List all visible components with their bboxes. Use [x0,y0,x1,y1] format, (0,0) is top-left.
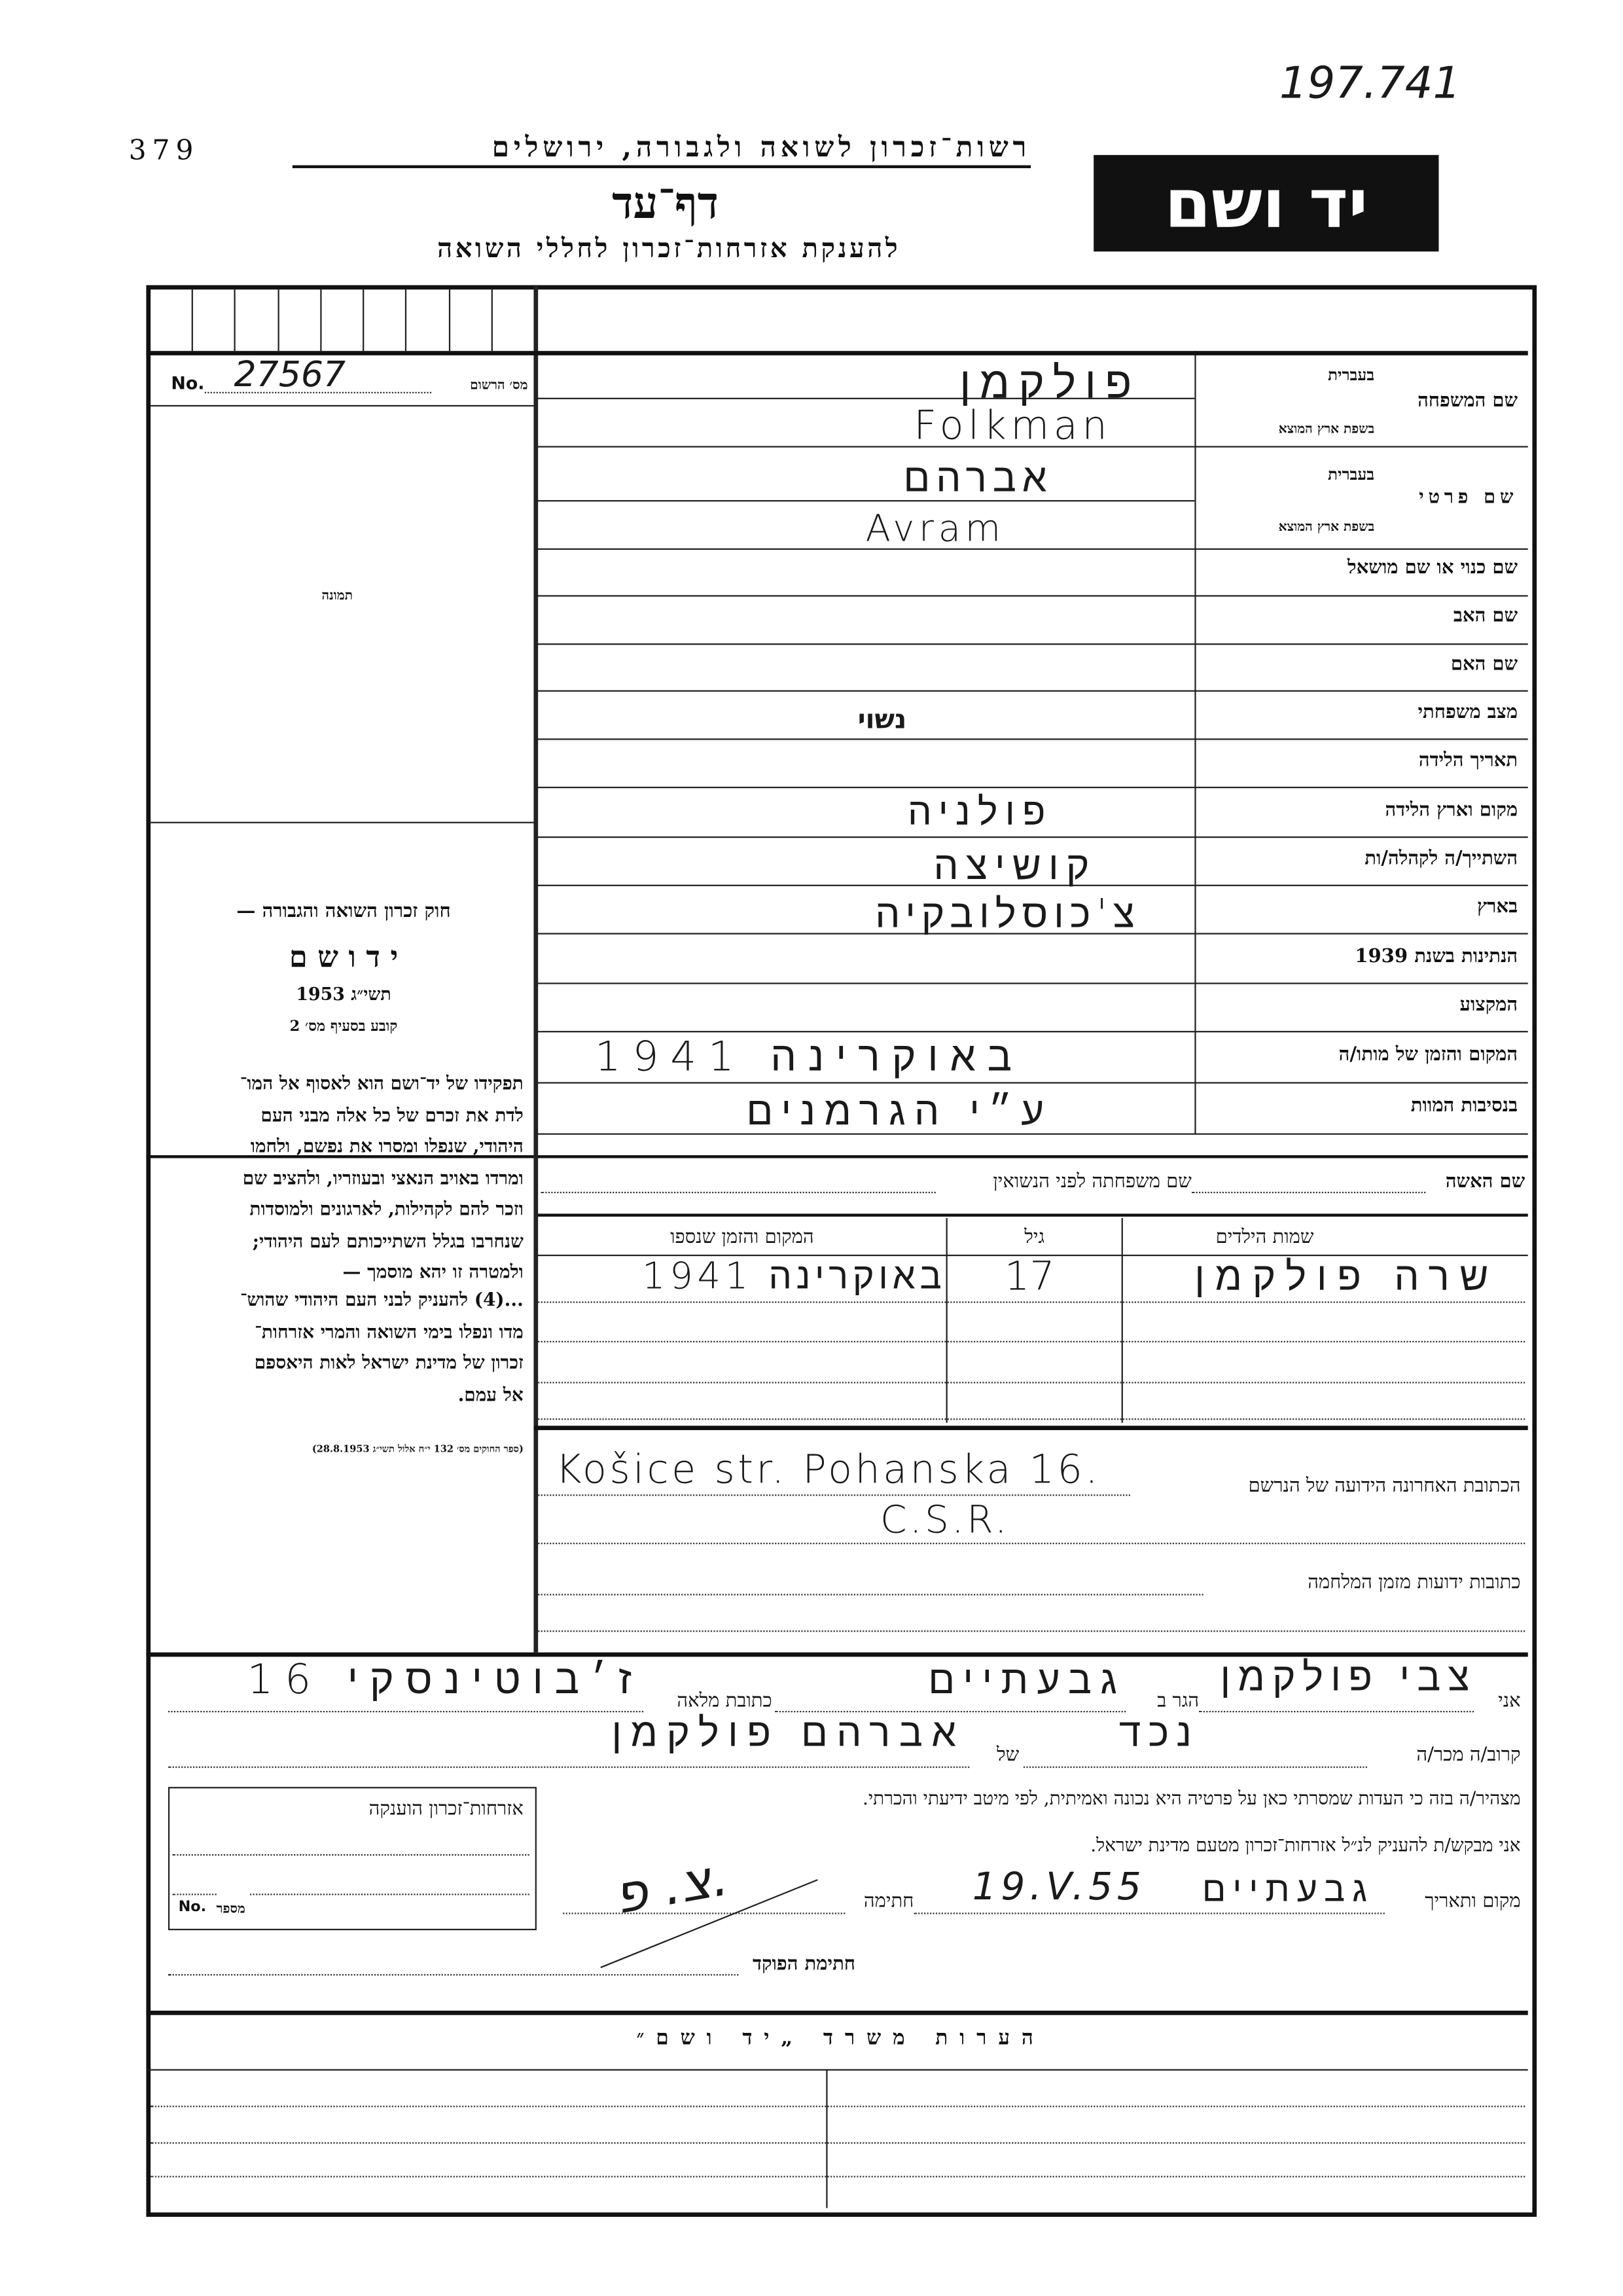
form-title: דף־עד [612,178,719,230]
relation-value: נכד [1118,1711,1200,1757]
of-value: אברהם פולקמן [611,1711,965,1757]
law-line: לדת את זכרם של כל אלה מבני העם [260,1103,524,1126]
declaration-statement: מצהיר/ה בזה כי העדות שמסרתי כאן על פרטיה היא נכונה ואמיתית, לפי מיטב ידיעתי והכרתי. [862,1787,1521,1809]
death-circumstances-label: בנסיבות המוות [1410,1095,1518,1117]
registration-label: מס׳ הרשום [470,378,528,393]
divider [151,405,533,406]
handwritten-file-number: 197.741 [1279,58,1461,110]
officer-signature-label: חתימת הפוקד [752,1953,856,1976]
country-value: צ'כוסלובקיה [875,891,1141,938]
death-place-time-value: באוקרינה 1941 [594,1032,1024,1081]
divider [146,351,1527,355]
law-paragraph-2 [158,1284,524,1410]
firstname-label: שם פרטי [1419,486,1518,509]
remarks-line [151,2106,1525,2107]
last-address-label: הכתובת האחרונה הידועה של הנרשם [1248,1475,1521,1498]
divider [151,822,533,823]
birthplace-value: פולניה [907,791,1053,835]
child-age: 17 [1004,1254,1055,1300]
marital-status-label: מצב משפחתי [1418,702,1518,724]
resides-label: הגר ב [1157,1690,1200,1713]
father-label: שם האב [1453,605,1518,628]
children-age-header: גיל [1024,1227,1045,1249]
country-label: בארץ [1477,896,1518,919]
law-line: זכרון של מדינת ישראל לאות היאספם [254,1351,524,1373]
granted-title: אזרחות־זכרון הוענקה [368,1799,524,1821]
relative-label: קרוב/ה מכר/ה [1416,1744,1521,1767]
surname-label: שם המשפחה [1418,390,1518,413]
community-label: השתייך/ה לקהלה/ות [1364,848,1518,870]
wartime-address-label: כתובות ידועות מזמן המלחמה [1308,1571,1521,1594]
law-line: וזכר להם לקהילות, לארגונים ולמוסדות [249,1197,524,1220]
citizenship-request: אני מבקש/ת להעניק לנ״ל אזרחות־זכרון מטעם מדינת ישראל. [1090,1833,1521,1856]
death-place-time-label: המקום והזמן של מותו/ה [1338,1044,1518,1066]
full-address-label: כתובת מלאה [677,1690,772,1713]
firstname-local-value: Avram [865,507,1005,550]
law-line: אל עמם. [457,1382,524,1405]
profession-label: המקצוע [1459,994,1518,1016]
children-table-row [533,1255,1527,1301]
surname-hebrew-value: פולקמן [959,358,1141,410]
place-date-label: מקום ותאריך [1425,1890,1521,1913]
last-address-line-1: Košice str. Pohanska 16. [555,1447,1101,1494]
alias-label: שם כנוי או שם מושאל [1347,557,1518,579]
community-value: קושיצה [933,844,1097,889]
last-address-line-2: C.S.R. [880,1499,1010,1543]
child-place-time: באוקרינה 1941 [642,1254,946,1297]
law-name: י ד ו ש ם [289,939,399,974]
law-section: קובע בסעיף מס׳ 2 [289,1019,398,1035]
declarant-signature: צ. פ. [609,1847,733,1927]
law-line: ומרדו באויב הנאצי ובעוזריו, ולהציב שם [242,1166,524,1189]
law-footnote: (ספר החוקים מס׳ 132 י״ח אלול תשי״ג 28.8.1953) [312,1443,524,1456]
birth-date-label: תאריך הלידה [1418,750,1518,772]
declarant-name: צבי פולקמן [1220,1655,1477,1701]
form-subtitle: להענקת אזרחות־זכרון לחללי השואה [437,234,901,265]
remarks-title: הערות משרד „יד ושם״ [636,2026,1045,2051]
citizenship-label: הנתינות בשנת 1939 [1355,946,1518,969]
page-number: 379 [128,134,200,167]
wife-maiden-name-label: שם משפחתה לפני הנשואין [993,1171,1192,1194]
granted-number-label: מספר [216,1902,245,1918]
law-line: ...(4) להעניק לבני העם היהודי שהוש־ [240,1288,524,1310]
marital-status-value: נשוי [857,704,907,736]
of-label: של [997,1744,1020,1767]
law-title: חוק זכרון השואה והגבורה — [236,901,451,923]
remarks-line [151,2176,1525,2177]
photo-label: תמונה [321,589,353,604]
law-paragraph-1 [158,1067,524,1287]
label-divider [1194,351,1196,1133]
granted-no-label: No. [178,1899,207,1916]
place-value: גבעתיים [1202,1869,1375,1910]
children-names-header: שמות הילדים [1215,1227,1314,1249]
full-address-value: ז׳בוטינסקי 16 [247,1655,644,1704]
law-line: תפקידו של יד־ושם הוא לאסוף אל המו־ [240,1071,524,1094]
law-line: שנחרבו בגלל השתייכותם לעם היהודי; [252,1229,524,1251]
mother-label: שם האם [1450,653,1518,676]
surname-local-sublabel: בשפת ארץ המוצא [1278,422,1375,438]
resides-value: גבעתיים [928,1658,1126,1704]
no-label: No. [171,372,205,393]
citizenship-granted-box [168,1787,537,1930]
date-value: 19.V.55 [972,1865,1146,1910]
authority-name: רשות־זכרון לשואה ולגבורה, ירושלים [293,132,1031,168]
wife-label: שם האשה [1445,1171,1525,1194]
firstname-local-sublabel: בשפת ארץ המוצא [1278,520,1375,535]
law-line: היהודי, שנפלו ומסרו את נפשם, ולחמו [250,1134,524,1157]
code-cells [151,289,533,351]
registration-number: 27567 [234,353,346,395]
child-name: שרה פולקמן [1194,1254,1499,1300]
law-year: תשי״ג 1953 [296,984,391,1005]
death-circumstances-value: ע״י הגרמנים [746,1089,1053,1135]
remarks-line [151,2142,1525,2144]
yad-vashem-logo: יד ושם [1094,155,1438,251]
firstname-hebrew-value: אברהם [903,456,1053,502]
declarant-i-label: אני [1498,1690,1521,1713]
column-divider [533,285,538,1155]
law-line: ולמטרה זו יהא מוסמך — [342,1260,524,1283]
law-line: מדו ונפלו בימי השואה והמרי אזרחות־ [255,1319,524,1342]
signature-label: חתימה [863,1890,914,1913]
birthplace-label: מקום וארץ הלידה [1385,800,1518,822]
surname-local-value: Folkman [914,403,1112,449]
children-place-header: המקום והזמן שנספו [670,1227,814,1249]
surname-hebrew-sublabel: בעברית [1328,365,1375,385]
firstname-hebrew-sublabel: בעברית [1328,465,1375,484]
